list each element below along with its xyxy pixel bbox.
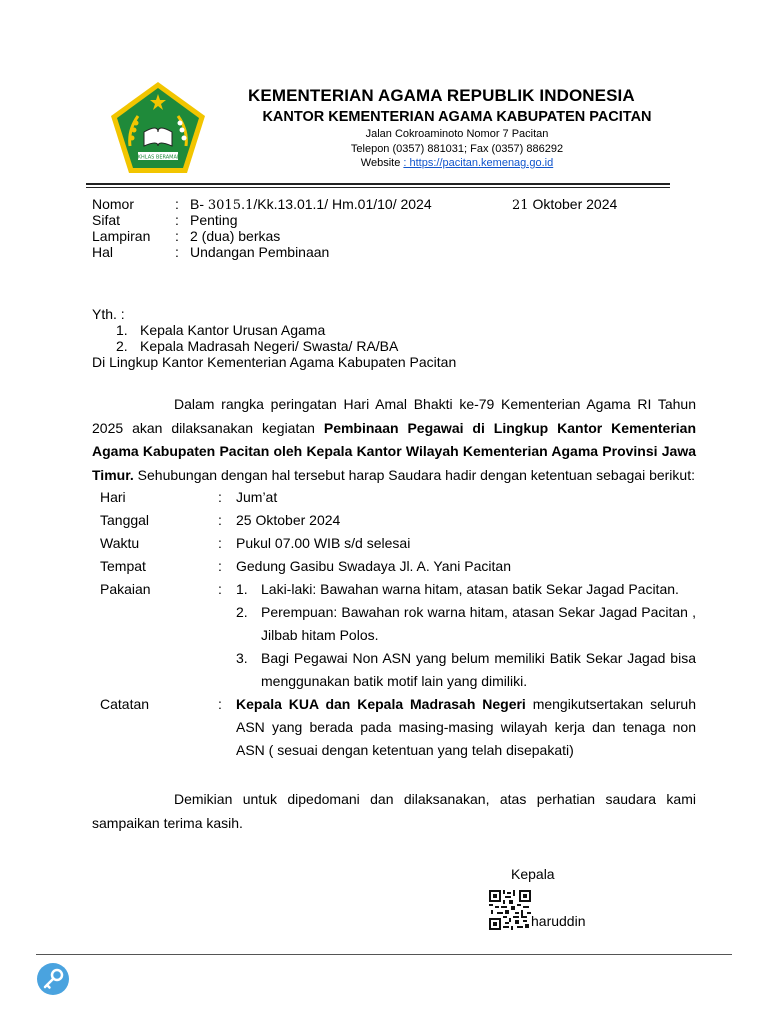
list-item: 3. Bagi Pegawai Non ASN yang belum memiliki Batik Sekar Jagad bisa menggunakan batik motif lain yang dimiliki. [236, 650, 696, 689]
signatory-name: haruddin [531, 913, 586, 929]
list-item: 1. Laki-laki: Bawahan warna hitam, atasan batik Sekar Jagad Pacitan. [236, 581, 679, 597]
sifat-value: Penting [190, 212, 238, 228]
list-item: 2. Perempuan: Bawahan rok warna hitam, atasan Sekar Jagad Pacitan , Jilbab hitam Polos. [236, 604, 696, 643]
lampiran-label: Lampiran [92, 228, 151, 244]
nomor-value: B- 3015.1/Kk.13.01.1/ Hm.01/10/ 2024 [190, 196, 432, 213]
colon: : [175, 244, 179, 260]
recipient-item: 1. Kepala Kantor Urusan Agama [116, 322, 326, 338]
detail-hari: Hari : Jum’at [100, 489, 278, 505]
website-line [232, 157, 682, 169]
detail-waktu: Waktu : Pukul 07.00 WIB s/d selesai [100, 535, 411, 551]
key-icon[interactable] [36, 962, 70, 996]
footer-divider [36, 954, 732, 955]
phone-line: Telepon (0357) 881031; Fax (0357) 886292 [350, 143, 564, 155]
signature-title: Kepala [511, 866, 555, 882]
website-link[interactable]: : https://pacitan.kemenag.go.id [403, 157, 554, 169]
header-divider-thick [86, 183, 670, 185]
hal-label: Hal [92, 244, 114, 260]
colon: : [175, 212, 179, 228]
nomor-label: Nomor [92, 196, 135, 212]
recipient-item: 2. Kepala Madrasah Negeri/ Swasta/ RA/BA [116, 338, 399, 354]
detail-pakaian: Pakaian : 1. Laki-laki: Bawahan warna hitam, atasan batik Sekar Jagad Pacitan. 2. Perempuan: Bawahan rok warna hitam, atasan Sekar Jagad Pacitan , Jilbab hitam Polos. 3. Bagi Pegawai Non ASN yang belum memiliki Batik Sekar Jagad bisa menggunakan batik motif lain yang dimiliki. [100, 578, 696, 693]
body-paragraph: Dalam rangka peringatan Hari Amal Bhakti ke-79 Kementerian Agama RI Tahun 2025 akan dilaksanakan kegiatan Pembinaan Pegawai di Lingkup Kantor Kementerian Agama Kabupaten Pacitan oleh Kepala Kantor Wilayah Kementerian Agama Provinsi Jawa Timur. Sehubungan dengan hal tersebut harap Saudara hadir dengan ketentuan sebagai berikut: [92, 396, 696, 483]
detail-catatan: Catatan : Kepala KUA dan Kepala Madrasah Negeri mengikutsertakan seluruh ASN yang berada pada masing-masing wilayah kerja dan tenaga non ASN ( sesuai dengan ketentuan yang telah disepakati) [100, 693, 696, 762]
ministry-title: KEMENTERIAN AGAMA REPUBLIK INDONESIA [248, 86, 635, 105]
colon: : [175, 196, 179, 212]
address-line: Jalan Cokroaminoto Nomor 7 Pacitan [365, 128, 549, 140]
hal-value: Undangan Pembinaan [190, 244, 330, 260]
office-title: KANTOR KEMENTERIAN AGAMA KABUPATEN PACITAN [262, 109, 652, 125]
logo-ribbon-text: IKHLAS BERAMAL [136, 154, 180, 161]
event-name: Pembinaan Pegawai di Lingkup Kantor Kementerian Agama Kabupaten Pacitan oleh Kepala Kantor Wilayah Kementerian Agama Provinsi Jawa Timur. [92, 419, 696, 483]
catatan-text: Kepala KUA dan Kepala Madrasah Negeri mengikutsertakan seluruh ASN yang berada pada masing-masing wilayah kerja dan tenaga non ASN ( sesuai dengan ketentuan yang telah disepakati) [236, 696, 696, 758]
closing-paragraph: Demikian untuk dipedomani dan dilaksanakan, atas perhatian saudara kami sampaikan terima kasih. [92, 791, 696, 831]
kemenag-logo [108, 80, 208, 176]
colon: : [175, 228, 179, 244]
sifat-label: Sifat [92, 212, 121, 228]
website-label: Website [360, 157, 401, 169]
pakaian-list [236, 578, 696, 693]
header-divider-thin [86, 187, 670, 188]
detail-tanggal: Tanggal : 25 Oktober 2024 [100, 512, 341, 528]
qr-code [489, 890, 531, 930]
detail-tempat: Tempat : Gedung Gasibu Swadaya Jl. A. Yani Pacitan [100, 558, 511, 574]
salutation: Yth. : [92, 306, 125, 322]
letter-date: 21 Oktober 2024 [512, 196, 618, 213]
recipient-location: Di Lingkup Kantor Kementerian Agama Kabupaten Pacitan [92, 354, 457, 370]
recipients [92, 306, 456, 370]
event-details [100, 486, 696, 762]
lampiran-value: 2 (dua) berkas [190, 228, 281, 244]
